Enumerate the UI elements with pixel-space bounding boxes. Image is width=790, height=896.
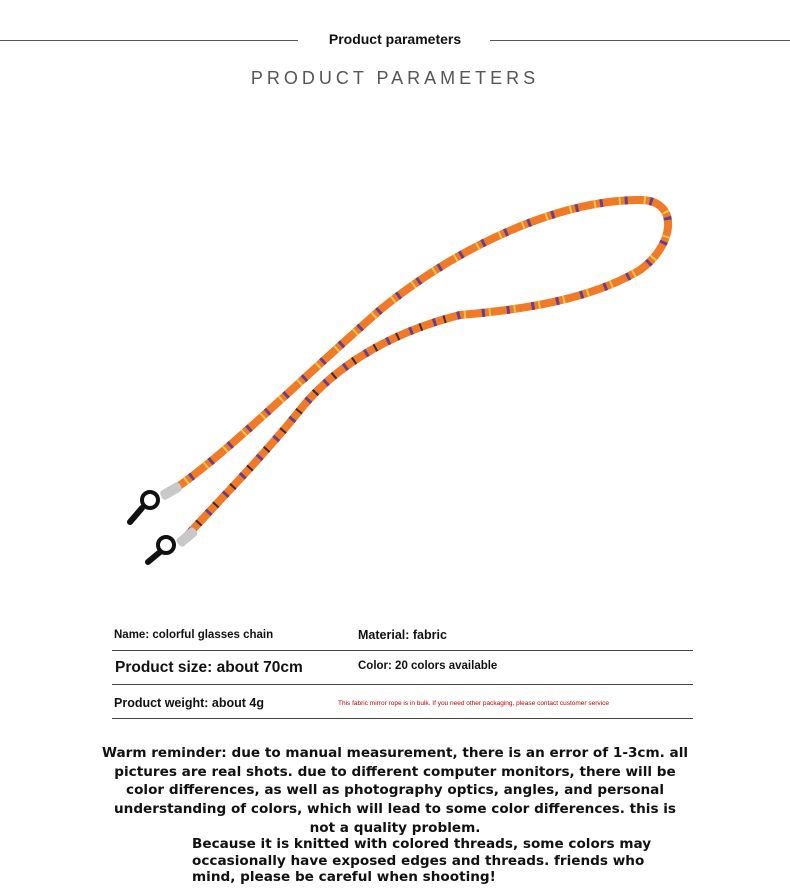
param-color: Color: 20 colors available	[358, 660, 498, 672]
param-weight: Product weight: about 4g	[114, 696, 264, 710]
section-title: Product parameters	[328, 31, 462, 47]
param-material: Material: fabric	[358, 628, 447, 642]
table-row	[112, 651, 693, 685]
table-row	[112, 685, 693, 719]
end-fitting-lower	[148, 526, 199, 562]
glasses-chain-photo	[100, 170, 720, 570]
chain-strand-inner	[185, 315, 460, 538]
parameters-table	[112, 622, 693, 719]
warm-reminder: Warm reminder: due to manual measurement, there is an error of 1-3cm. all pictures are real shots. due to different computer monitors, there will be color differences, as well as photography optics, angles, and personal understanding of colors, which will lead to some color differences. this is not a quality problem.	[101, 745, 689, 836]
chain-strand-outer	[170, 200, 668, 492]
table-row	[112, 622, 693, 651]
end-fitting-upper	[130, 481, 183, 522]
packaging-note: This fabric mirror rope is in bulk. If you need other packaging, please contact customer service	[338, 700, 609, 707]
param-size: Product size: about 70cm	[115, 659, 303, 676]
section-subtitle: PRODUCT PARAMETERS	[250, 68, 540, 88]
param-name: Name: colorful glasses chain	[114, 629, 274, 641]
header-rule-right	[490, 40, 790, 41]
thread-note: Because it is knitted with colored threads, some colors may occasionally have exposed edges and threads. friends who mind, please be careful when shooting!	[192, 836, 652, 885]
